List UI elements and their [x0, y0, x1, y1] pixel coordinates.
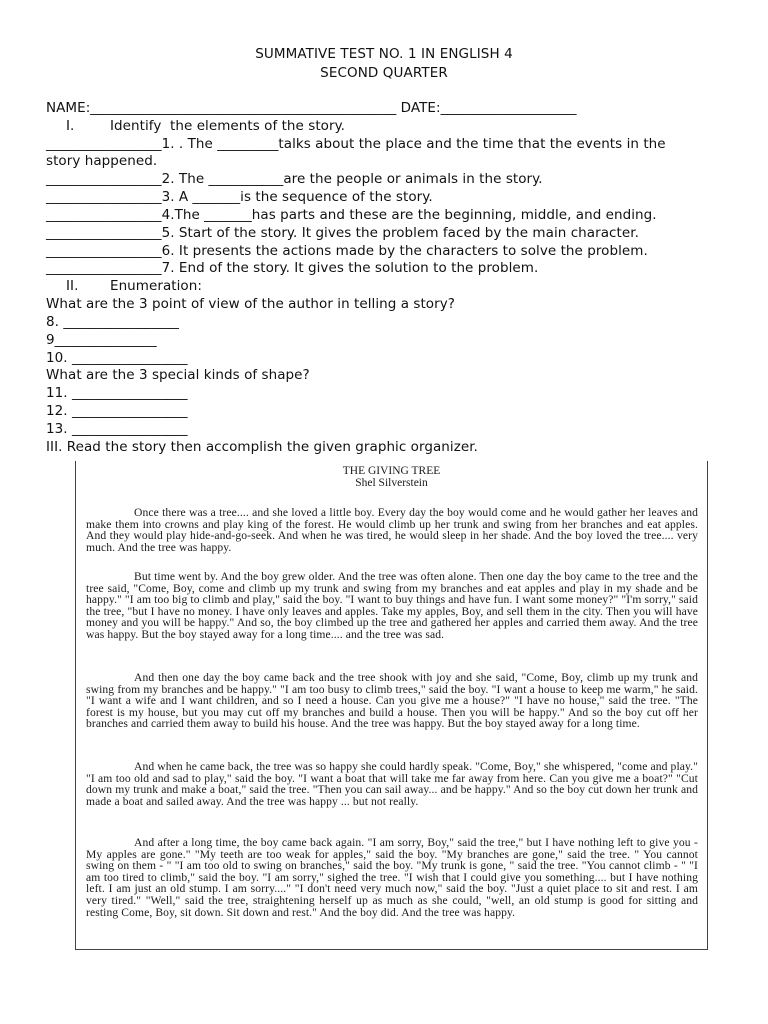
answer-9[interactable]: 9_______________ — [46, 332, 157, 348]
question-7[interactable]: _________________7. End of the story. It gives the solution to the problem. — [46, 260, 539, 276]
question-1-line-2: story happened. — [46, 153, 158, 169]
question-3[interactable]: _________________3. A _______is the sequence of the story. — [46, 189, 433, 205]
answer-8[interactable]: 8. _________________ — [46, 314, 179, 330]
story-excerpt — [75, 461, 708, 950]
answer-13[interactable]: 13. _________________ — [46, 421, 188, 437]
part2-numeral: II. — [66, 278, 79, 294]
question-2[interactable]: _________________2. The ___________are the people or animals in the story. — [46, 171, 543, 187]
question-5[interactable]: _________________5. Start of the story. It gives the problem faced by the main character. — [46, 225, 639, 241]
part2-heading — [66, 277, 202, 295]
answer-11[interactable]: 11. _________________ — [46, 385, 188, 401]
story-paragraph-5: And after a long time, the boy came back again. "I am sorry, Boy," said the tree," but I have nothing left to give you - My apples are gone." "My teeth are too weak for apples," said the boy. "My branches are gone," said the tree. " You cannot swing on them - " "I am too old to swing on branches," said the boy. "My trunk is gone, " said the tree. "You cannot climb - " "I am too tired to climb," said the boy. "I am sorry," sighed the tree. "I wish that I could give you something.... but I have nothing left. I am just an old stump. I am sorry...." "I don't need very much now," said the boy. "Just a quiet place to sit and rest. I am very tired." "Well," said the tree, straightening herself up as much as she could, "well, an old stump is good for sitting and resting Come, Boy, sit down. Sit down and rest." And the boy did. And the tree was happy. — [86, 836, 698, 919]
part1-heading-text: Identify the elements of the story. — [110, 118, 346, 134]
enumeration-question-1: What are the 3 point of view of the author in telling a story? — [46, 296, 455, 312]
enumeration-question-2: What are the 3 special kinds of shape? — [46, 367, 310, 383]
story-paragraph-2: But time went by. And the boy grew older. And the tree was often alone. Then one day the boy came to the tree and the tree said, "Come, Boy, come and climb up my trunk and swing from my branches and eat apples and play in my shade and be happy." "I am too big to climb and play," said the boy. "I want to buy things and have fun. I want some money?" "I'm sorry," said the tree, "but I have no money. I have only leaves and apples. Take my apples, Boy, and sell them in the city. Then you will have money and you will be happy." And so, the boy climbed up the tree and gathered her apples and carried them away. And the tree was happy. But the boy stayed away for a long time.... and the tree was sad. — [86, 570, 698, 641]
part2-heading-text: Enumeration: — [110, 278, 202, 294]
part1-numeral: I. — [66, 118, 75, 134]
test-subtitle: SECOND QUARTER — [320, 65, 448, 81]
part3-heading: III. Read the story then accomplish the given graphic organizer. — [46, 439, 478, 455]
answer-10[interactable]: 10. _________________ — [46, 350, 188, 366]
test-title: SUMMATIVE TEST NO. 1 IN ENGLISH 4 — [255, 46, 513, 62]
name-date-line[interactable]: NAME:_____________________________________________ DATE:____________________ — [46, 100, 577, 116]
story-title: THE GIVING TREE — [342, 465, 441, 477]
story-author: Shel Silverstein — [355, 477, 428, 489]
story-paragraph-3: And then one day the boy came back and the tree shook with joy and she said, "Come, Boy, climb up my trunk and swing from my branches and be happy." "I am too busy to climb trees," said the boy. "I want a house to keep me warm," he said. "I want a wife and I want children, and so I need a house. Can you give me a house?" "I have no house," said the tree. "The forest is my house, but you may cut off my branches and build a house. Then you will be happy." And so the boy cut off her branches and carried them away to build his house. And the tree was happy. But the boy stayed away for a long time. — [86, 671, 698, 731]
question-6[interactable]: _________________6. It presents the actions made by the characters to solve the problem. — [46, 243, 648, 259]
answer-12[interactable]: 12. _________________ — [46, 403, 188, 419]
question-1-line-1[interactable]: _________________1. . The _________talks about the place and the time that the events in the — [46, 136, 666, 152]
question-4[interactable]: _________________4.The _______has parts and these are the beginning, middle, and ending. — [46, 207, 657, 223]
story-paragraph-4: And when he came back, the tree was so happy she could hardly speak. "Come, Boy," she whispered, "come and play." "I am too old and sad to play," said the boy. "I want a boat that will take me far away from here. Can you give me a boat?" "Cut down my trunk and make a boat," said the tree. "Then you can sail away... and be happy." And so the boy cut down her trunk and made a boat and sailed away. And the tree was happy ... but not really. — [86, 760, 698, 808]
story-paragraph-1: Once there was a tree.... and she loved a little boy. Every day the boy would come and he would gather her leaves and make them into crowns and play king of the forest. He would climb up her trunk and swing from her branches and eat apples. And they would play hide-and-go-seek. And when he was tired, he would sleep in her shade. And the boy loved the tree.... very much. And the tree was happy. — [86, 506, 698, 554]
part1-heading — [66, 117, 345, 135]
